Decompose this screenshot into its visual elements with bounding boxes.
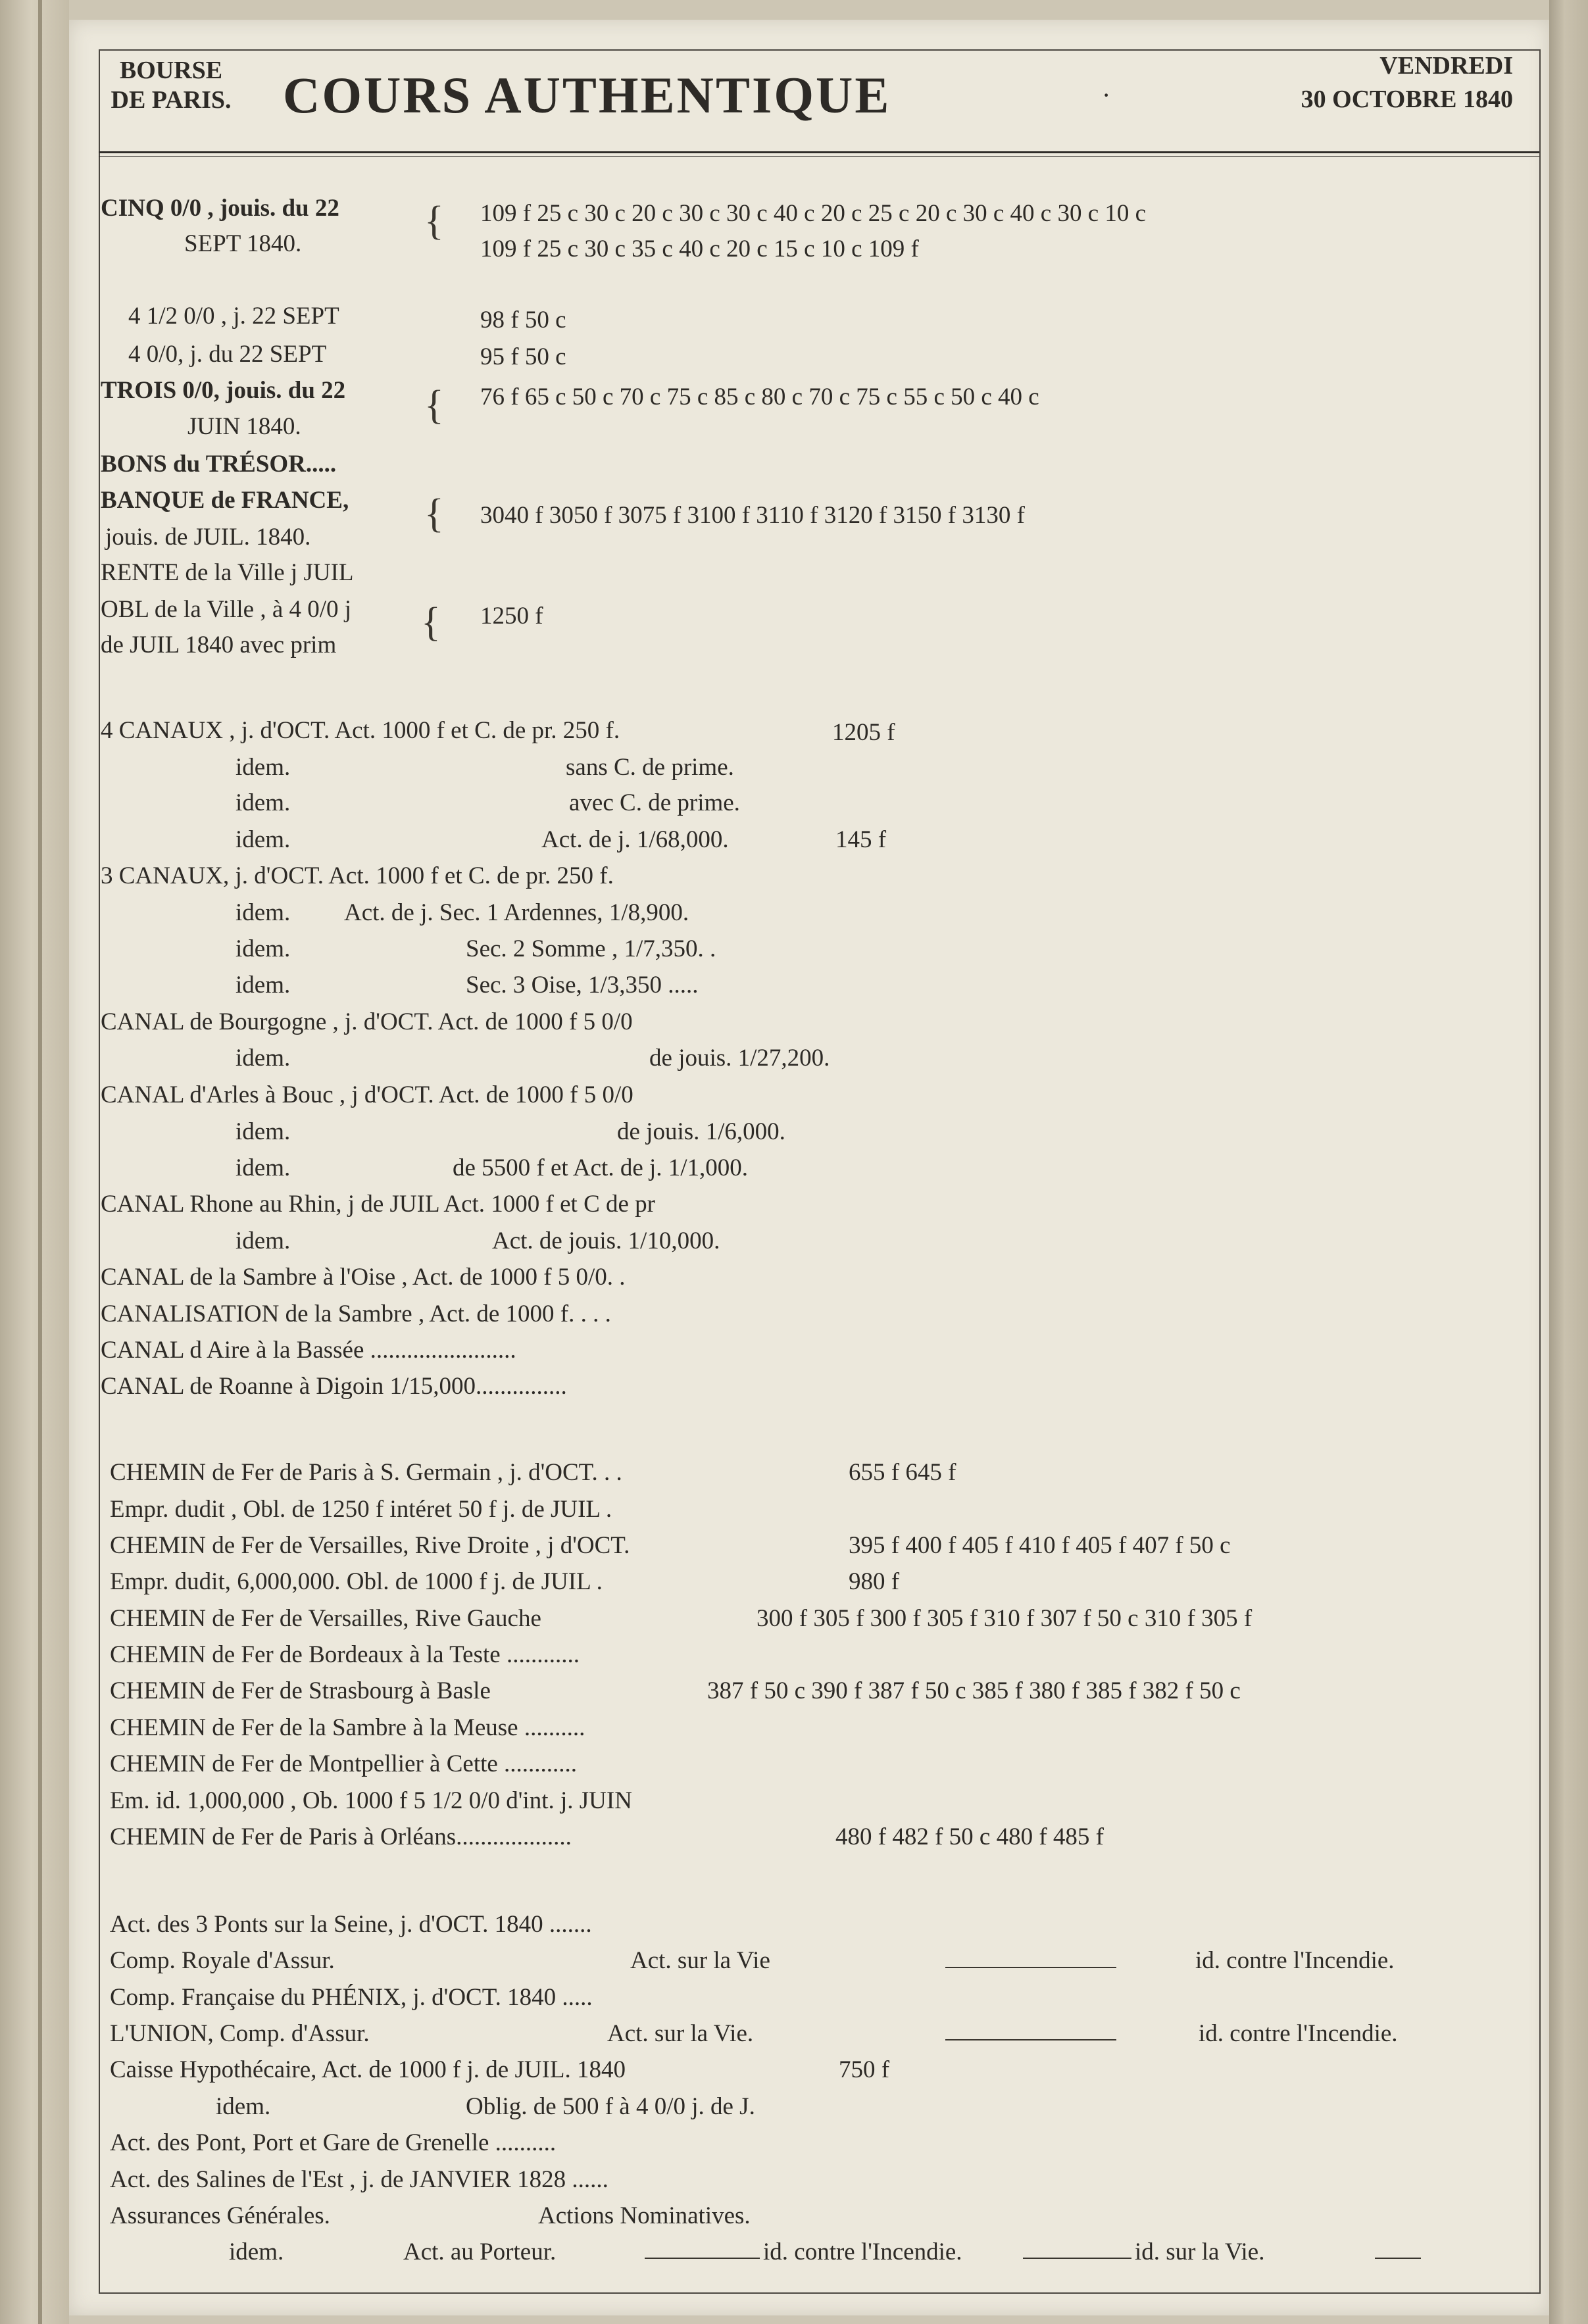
- canaux-row-6: idem.: [236, 899, 291, 926]
- obl-ville-label-2: de JUIL 1840 avec prim: [101, 631, 337, 658]
- rente-ville-label: RENTE de la Ville j JUIL: [101, 559, 354, 586]
- union-incendie: id. contre l'Incendie.: [1199, 2020, 1398, 2047]
- royale-incendie: id. contre l'Incendie.: [1195, 1947, 1395, 1974]
- last-incendie: id. contre l'Incendie.: [763, 2238, 962, 2265]
- chemin-bordeaux-teste: CHEMIN de Fer de Bordeaux à la Teste ............: [110, 1641, 580, 1668]
- page-stack-edge: [1549, 0, 1588, 2324]
- caisse-oblig: Oblig. de 500 f à 4 0/0 j. de J.: [466, 2093, 755, 2120]
- bons-label: BONS du TRÉSOR.....: [101, 451, 337, 478]
- banque-quotes: 3040 f 3050 f 3075 f 3100 f 3110 f 3120 f 3150 f 3130 f: [480, 502, 1025, 529]
- empr-st-germain: Empr. dudit , Obl. de 1250 f intéret 50 f j. de JUIL .: [110, 1496, 612, 1523]
- chemin-sambre-meuse: CHEMIN de Fer de la Sambre à la Meuse ..........: [110, 1714, 585, 1741]
- canal-arles-idem-2: idem.: [236, 1154, 291, 1181]
- brace-trois: {: [424, 383, 444, 428]
- canal-bourgogne-detail: de jouis. 1/27,200.: [649, 1045, 830, 1072]
- cinq-label-2: SEPT 1840.: [184, 230, 302, 257]
- canal-rhone-rhin: CANAL Rhone au Rhin, j de JUIL Act. 1000 f et C de pr: [101, 1191, 655, 1218]
- canaux-row-2: idem.: [236, 754, 291, 781]
- em-id-montpellier: Em. id. 1,000,000 , Ob. 1000 f 5 1/2 0/0 d'int. j. JUIN: [110, 1787, 632, 1814]
- chemin-strasbourg-basle-quote: 387 f 50 c 390 f 387 f 50 c 385 f 380 f 385 f 382 f 50 c: [707, 1677, 1241, 1704]
- caisse-idem: idem.: [216, 2093, 271, 2120]
- canaux-row-4-quote: 145 f: [835, 826, 887, 853]
- caisse-quote: 750 f: [839, 2056, 890, 2083]
- cinq-quotes-1: 109 f 25 c 30 c 20 c 30 c 30 c 40 c 20 c 25 c 20 c 30 c 40 c 30 c 10 c: [480, 200, 1147, 227]
- quatre-demi-quote: 98 f 50 c: [480, 307, 566, 334]
- canaux-row-6-detail: Act. de j. Sec. 1 Ardennes, 1/8,900.: [344, 899, 689, 926]
- quatre-label: 4 0/0, j. du 22 SEPT: [128, 341, 327, 368]
- book-binding: [0, 0, 69, 2324]
- canaux-row-4: idem.: [236, 826, 291, 853]
- union-blank-line: [945, 2039, 1116, 2040]
- binding-edge: [38, 0, 42, 2324]
- phenix: Comp. Française du PHÉNIX, j. d'OCT. 1840 .....: [110, 1984, 593, 2011]
- header-left-line2: DE PARIS.: [111, 86, 232, 114]
- empr-versailles-rd: Empr. dudit, 6,000,000. Obl. de 1000 f j. de JUIL .: [110, 1568, 603, 1595]
- canal-aire-bassee: CANAL d Aire à la Bassée ........................: [101, 1337, 516, 1364]
- ponts-seine: Act. des 3 Ponts sur la Seine, j. d'OCT. 1840 .......: [110, 1911, 592, 1938]
- document-page: [69, 20, 1549, 2315]
- canaux-row-2-detail: sans C. de prime.: [566, 754, 734, 781]
- royale-blank-line: [945, 1967, 1116, 1968]
- canal-arles-detail-2: de 5500 f et Act. de j. 1/1,000.: [453, 1154, 749, 1181]
- canal-roanne-digoin: CANAL de Roanne à Digoin 1/15,000...............: [101, 1373, 567, 1400]
- chemin-versailles-rg-quote: 300 f 305 f 300 f 305 f 310 f 307 f 50 c 310 f 305 f: [757, 1605, 1253, 1632]
- frame-left: [99, 49, 100, 2292]
- chemin-paris-orleans: CHEMIN de Fer de Paris à Orléans...................: [110, 1823, 572, 1850]
- header-date: 30 OCTOBRE 1840: [1301, 86, 1513, 114]
- canal-rhone-idem: idem.: [236, 1227, 291, 1254]
- header-right: [1217, 49, 1513, 117]
- canal-arles-idem-1: idem.: [236, 1118, 291, 1145]
- chemin-versailles-rg: CHEMIN de Fer de Versailles, Rive Gauche: [110, 1605, 541, 1632]
- brace-obl: {: [421, 600, 441, 645]
- actions-nominatives: Actions Nominatives.: [538, 2202, 751, 2229]
- canaux-row-1: 4 CANAUX , j. d'OCT. Act. 1000 f et C. de pr. 250 f.: [101, 717, 620, 744]
- royale-vie: Act. sur la Vie: [630, 1947, 770, 1974]
- trois-quotes: 76 f 65 c 50 c 70 c 75 c 85 c 80 c 70 c 75 c 55 c 50 c 40 c: [480, 383, 1039, 410]
- header-rule: [99, 151, 1539, 153]
- canaux-row-1-quote: 1205 f: [832, 719, 895, 746]
- header-day: VENDREDI: [1379, 52, 1513, 80]
- obl-ville-label-1: OBL de la Ville , à 4 0/0 j: [101, 596, 352, 623]
- cinq-label-1: CINQ 0/0 , jouis. du 22: [101, 195, 339, 222]
- canal-arles: CANAL d'Arles à Bouc , j d'OCT. Act. de 1000 f 5 0/0: [101, 1081, 633, 1108]
- last-idem: idem.: [229, 2238, 284, 2265]
- porteur-blank-line: [645, 2258, 760, 2259]
- canaux-row-5: 3 CANAUX, j. d'OCT. Act. 1000 f et C. de pr. 250 f.: [101, 862, 614, 889]
- chemin-versailles-rd-quote: 395 f 400 f 405 f 410 f 405 f 407 f 50 c: [849, 1532, 1231, 1559]
- brace-banque: {: [424, 491, 444, 536]
- royale-assur: Comp. Royale d'Assur.: [110, 1947, 335, 1974]
- canaux-row-8-detail: Sec. 3 Oise, 1/3,350 .....: [466, 972, 699, 999]
- quatre-quote: 95 f 50 c: [480, 343, 566, 370]
- trois-label-1: TROIS 0/0, jouis. du 22: [101, 377, 346, 404]
- vie-blank-line: [1375, 2258, 1421, 2259]
- chemin-paris-st-germain: CHEMIN de Fer de Paris à S. Germain , j. d'OCT. . .: [110, 1459, 622, 1486]
- frame-right: [1539, 49, 1541, 2292]
- canaux-row-7-detail: Sec. 2 Somme , 1/7,350. .: [466, 935, 716, 962]
- assurances-generales: Assurances Générales.: [110, 2202, 330, 2229]
- chemin-versailles-rd: CHEMIN de Fer de Versailles, Rive Droite , j d'OCT.: [110, 1532, 630, 1559]
- pont-grenelle: Act. des Pont, Port et Gare de Grenelle ..........: [110, 2129, 557, 2156]
- canal-bourgogne-idem: idem.: [236, 1045, 291, 1072]
- obl-ville-quote: 1250 f: [480, 603, 543, 630]
- canal-sambre-oise: CANAL de la Sambre à l'Oise , Act. de 1000 f 5 0/0. .: [101, 1264, 626, 1291]
- banque-label-1: BANQUE de FRANCE,: [101, 487, 349, 514]
- trois-label-2: JUIN 1840.: [187, 413, 301, 440]
- chemin-paris-orleans-quote: 480 f 482 f 50 c 480 f 485 f: [835, 1823, 1104, 1850]
- header-rule-thin: [99, 156, 1539, 157]
- banque-label-2: jouis. de JUIL. 1840.: [105, 524, 311, 551]
- act-porteur: Act. au Porteur.: [403, 2238, 557, 2265]
- brace-cinq: {: [424, 199, 444, 243]
- union-vie: Act. sur la Vie.: [607, 2020, 754, 2047]
- canaux-row-3-detail: avec C. de prime.: [569, 789, 740, 816]
- salines-est: Act. des Salines de l'Est , j. de JANVIER 1828 ......: [110, 2166, 608, 2193]
- canaux-row-3: idem.: [236, 789, 291, 816]
- canaux-row-8: idem.: [236, 972, 291, 999]
- header-left-line1: BOURSE: [119, 57, 223, 84]
- cinq-quotes-2: 109 f 25 c 30 c 35 c 40 c 20 c 15 c 10 c 109 f: [480, 235, 919, 262]
- last-vie: id. sur la Vie.: [1135, 2238, 1265, 2265]
- empr-versailles-rd-quote: 980 f: [849, 1568, 900, 1595]
- caisse-hypothecaire: Caisse Hypothécaire, Act. de 1000 f j. de JUIL. 1840: [110, 2056, 626, 2083]
- canaux-row-7: idem.: [236, 935, 291, 962]
- quatre-demi-label: 4 1/2 0/0 , j. 22 SEPT: [128, 303, 339, 330]
- canalisation-sambre: CANALISATION de la Sambre , Act. de 1000 f. . . .: [101, 1300, 611, 1327]
- header-left: [86, 56, 257, 115]
- page-title: COURS AUTHENTIQUE: [283, 66, 891, 124]
- chemin-strasbourg-basle: CHEMIN de Fer de Strasbourg à Basle: [110, 1677, 491, 1704]
- chemin-montpellier-cette: CHEMIN de Fer de Montpellier à Cette ............: [110, 1750, 578, 1777]
- frame-bottom: [99, 2292, 1541, 2294]
- canal-bourgogne: CANAL de Bourgogne , j. d'OCT. Act. de 1000 f 5 0/0: [101, 1008, 633, 1035]
- canal-rhone-detail: Act. de jouis. 1/10,000.: [492, 1227, 720, 1254]
- header-dot: ·: [1102, 80, 1111, 110]
- incendie-blank-line: [1023, 2258, 1131, 2259]
- canal-arles-detail-1: de jouis. 1/6,000.: [617, 1118, 785, 1145]
- union-assur: L'UNION, Comp. d'Assur.: [110, 2020, 370, 2047]
- chemin-paris-st-germain-quote: 655 f 645 f: [849, 1459, 956, 1486]
- canaux-row-4-detail: Act. de j. 1/68,000.: [541, 826, 729, 853]
